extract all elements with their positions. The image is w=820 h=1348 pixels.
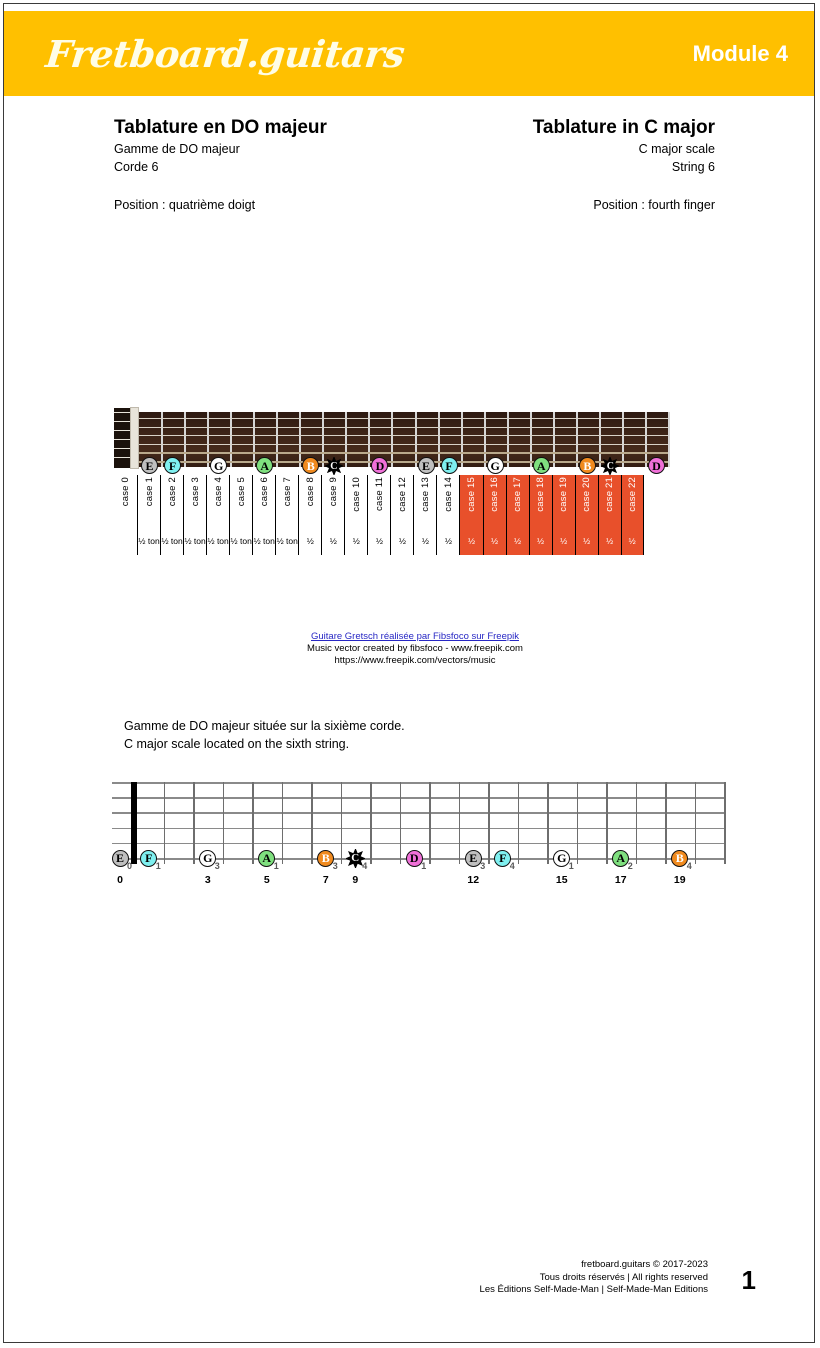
semitone-label: ½ xyxy=(514,536,522,546)
fret-number: 9 xyxy=(352,874,359,886)
fretboard-note-f-case-1: F xyxy=(164,457,181,474)
finger-number: 4 xyxy=(362,861,368,871)
fret-wire xyxy=(507,412,509,467)
guitar-string xyxy=(138,427,668,428)
case-column-17 xyxy=(506,475,529,555)
case-label: case 3 xyxy=(189,477,201,507)
case-column-0 xyxy=(114,475,137,555)
staff-fret-line xyxy=(193,782,195,864)
guitar-string xyxy=(138,435,668,436)
finger-number: 1 xyxy=(568,861,574,871)
guitar-string xyxy=(138,418,668,419)
fret-wire xyxy=(553,412,555,467)
fret-number: 3 xyxy=(204,874,211,886)
case-label: case 16 xyxy=(489,477,501,512)
fretboard-note-b-case-7: B xyxy=(302,457,319,474)
case-column-21 xyxy=(598,475,621,555)
staff-fret-line xyxy=(252,782,254,864)
semitone-label: ½ xyxy=(398,536,406,546)
case-label: case 9 xyxy=(327,477,339,507)
staff-note-f-fret-1: F xyxy=(140,850,157,867)
footer-credits xyxy=(480,1259,708,1297)
fret-number: 5 xyxy=(263,874,270,886)
footer-line-2: Tous droits réservés | All rights reserved xyxy=(539,1271,708,1283)
case-label: case 6 xyxy=(258,477,270,507)
finger-number: 1 xyxy=(421,861,427,871)
page-header xyxy=(4,11,815,96)
case-label: case 13 xyxy=(419,477,431,512)
case-column-7 xyxy=(275,475,298,555)
staff-fret-line xyxy=(606,782,608,864)
case-column-1 xyxy=(137,475,160,555)
case-label: case 1 xyxy=(143,477,155,507)
semitone-label: ½ xyxy=(329,536,337,546)
fret-number: 12 xyxy=(467,874,480,886)
finger-number: 4 xyxy=(686,861,692,871)
fret-wire xyxy=(184,412,186,467)
subtitle-en-string: String 6 xyxy=(671,160,715,174)
document-page xyxy=(3,3,815,1343)
staff-fret-line xyxy=(341,782,343,864)
fretboard-note-e-case-0: E xyxy=(141,457,158,474)
fretboard-note-g-case-3: G xyxy=(210,457,227,474)
case-column-15 xyxy=(459,475,482,555)
fretboard-note-b-case-19: B xyxy=(579,457,596,474)
page-title-en: Tablature in C major xyxy=(532,117,715,138)
fret-wire xyxy=(530,412,532,467)
fret-wire xyxy=(461,412,463,467)
module-label: Module 4 xyxy=(692,40,788,66)
staff-note-g-fret-3: G xyxy=(199,850,216,867)
semitone-label: ½ ton xyxy=(276,536,298,546)
staff-fret-line xyxy=(429,782,431,864)
case-label: case 4 xyxy=(212,477,224,507)
fret-wire xyxy=(438,412,440,467)
fret-wire xyxy=(368,412,370,467)
staff-fret-line xyxy=(459,782,461,864)
fretboard-note-a-case-17: A xyxy=(533,457,550,474)
fret-wire xyxy=(253,412,255,467)
case-label: case 10 xyxy=(350,477,362,512)
image-credit xyxy=(114,630,716,667)
semitone-label: ½ ton xyxy=(207,536,229,546)
finger-number: 3 xyxy=(480,861,486,871)
finger-number: 1 xyxy=(155,861,161,871)
staff-note-a-fret-17: A xyxy=(612,850,629,867)
staff-note-g-fret-15: G xyxy=(553,850,570,867)
semitone-label: ½ ton xyxy=(253,536,275,546)
staff-note-e-fret-12: E xyxy=(465,850,482,867)
semitone-label: ½ ton xyxy=(161,536,183,546)
fret-wire xyxy=(415,412,417,467)
case-column-5 xyxy=(229,475,252,555)
fretboard-note-d-case-22: D xyxy=(648,457,665,474)
case-column-2 xyxy=(160,475,183,555)
case-column-20 xyxy=(575,475,598,555)
case-columns-table xyxy=(114,475,644,555)
staff-note-c-fret-8: C xyxy=(346,849,365,868)
case-column-3 xyxy=(183,475,206,555)
staff-fret-line xyxy=(577,782,579,864)
footer-line-1: fretboard.guitars © 2017-2023 xyxy=(581,1259,708,1270)
semitone-label: ½ xyxy=(467,536,476,546)
guitar-illustration xyxy=(114,277,716,615)
brand-logo: Fretboard.guitars xyxy=(43,31,407,76)
fretboard-note-d-case-10: D xyxy=(371,457,388,474)
case-label: case 15 xyxy=(465,477,477,512)
fret-wire xyxy=(391,412,393,467)
case-column-11 xyxy=(367,475,390,555)
description-fr: Gamme de DO majeur située sur la sixième corde. xyxy=(124,719,405,733)
credit-line-3: https://www.freepik.com/vectors/music xyxy=(334,655,496,666)
case-label: case 21 xyxy=(604,477,616,512)
staff-nut xyxy=(131,782,137,864)
staff-fret-line xyxy=(282,782,284,864)
fret-wire xyxy=(484,412,486,467)
semitone-label: ½ xyxy=(583,536,591,546)
case-label: case 5 xyxy=(235,477,247,507)
subtitle-en-scale: C major scale xyxy=(638,142,715,156)
case-label: case 14 xyxy=(442,477,454,512)
case-column-9 xyxy=(321,475,344,555)
description-en: C major scale located on the sixth string. xyxy=(124,737,350,751)
case-column-18 xyxy=(529,475,552,555)
case-column-19 xyxy=(552,475,575,555)
case-column-14 xyxy=(436,475,459,555)
finger-number: 0 xyxy=(127,861,133,871)
fretboard-note-f-case-13: F xyxy=(441,457,458,474)
case-column-13 xyxy=(413,475,436,555)
staff-note-a-fret-5: A xyxy=(258,850,275,867)
guitar-string xyxy=(138,444,668,445)
semitone-label: ½ xyxy=(444,536,452,546)
case-label: case 11 xyxy=(373,477,385,511)
staff-string-line xyxy=(112,782,724,784)
finger-number: 1 xyxy=(273,861,279,871)
staff-fret-line xyxy=(636,782,638,864)
case-column-16 xyxy=(483,475,506,555)
semitone-label: ½ ton xyxy=(230,536,252,546)
semitone-label: ½ xyxy=(352,536,360,546)
semitone-label: ½ xyxy=(375,536,383,546)
semitone-label: ½ xyxy=(421,536,429,546)
fret-number: 0 xyxy=(117,874,123,886)
fret-wire xyxy=(299,412,301,467)
description-block xyxy=(124,717,684,753)
footer-line-3: Les Éditions Self-Made-Man | Self-Made-Man Editions xyxy=(479,1284,708,1295)
finger-number: 2 xyxy=(627,861,633,871)
fret-wire xyxy=(668,412,670,467)
fretboard-note-a-case-5: A xyxy=(256,457,273,474)
semitone-label: ½ ton xyxy=(184,536,206,546)
semitone-label: ½ xyxy=(306,536,314,546)
fret-number: 7 xyxy=(322,874,329,886)
position-en: Position : fourth finger xyxy=(593,198,715,212)
semitone-label: ½ xyxy=(490,536,499,546)
staff-fret-line xyxy=(518,782,520,864)
staff-fret-line xyxy=(488,782,490,864)
case-label: case 20 xyxy=(581,477,593,512)
subtitle-fr-string: Corde 6 xyxy=(114,160,159,174)
guitar-string xyxy=(138,452,668,454)
case-label: case 7 xyxy=(281,477,293,507)
staff-string-line xyxy=(112,812,724,814)
title-block xyxy=(4,116,815,226)
case-column-8 xyxy=(298,475,321,555)
staff-fret-line xyxy=(223,782,225,864)
finger-number: 3 xyxy=(214,861,220,871)
semitone-label: ½ ton xyxy=(138,536,160,546)
case-column-10 xyxy=(344,475,367,555)
fretboard-note-g-case-15: G xyxy=(487,457,504,474)
staff-fret-line xyxy=(400,782,402,864)
fret-wire xyxy=(230,412,232,467)
semitone-label: ½ xyxy=(628,536,636,546)
fret-wire xyxy=(576,412,578,467)
fretboard-note-c-case-8: C xyxy=(325,457,343,475)
staff-string-line xyxy=(112,797,724,799)
case-label: case 0 xyxy=(120,477,132,507)
fret-wire xyxy=(622,412,624,467)
position-fr: Position : quatrième doigt xyxy=(114,198,256,212)
semitone-label: ½ xyxy=(606,536,614,546)
credit-line-2: Music vector created by fibsfoco - www.freepik.com xyxy=(307,643,523,654)
case-column-12 xyxy=(390,475,413,555)
case-column-4 xyxy=(206,475,229,555)
page-number: 1 xyxy=(741,1265,756,1295)
staff-note-e-fret-0: E xyxy=(112,850,129,867)
semitone-label: ½ xyxy=(537,536,545,546)
page-title-fr: Tablature en DO majeur xyxy=(114,117,327,138)
staff-fret-line xyxy=(311,782,313,864)
staff-note-b-fret-19: B xyxy=(671,850,688,867)
staff-fret-line xyxy=(547,782,549,864)
fret-number: 17 xyxy=(614,874,627,886)
fretboard-note-e-case-12: E xyxy=(418,457,435,474)
fret-wire xyxy=(161,412,163,467)
fret-wire xyxy=(645,412,647,467)
staff-string-line xyxy=(112,843,724,845)
fret-wire xyxy=(276,412,278,467)
finger-number: 4 xyxy=(509,861,515,871)
fret-wire xyxy=(345,412,347,467)
fret-number: 19 xyxy=(673,874,686,886)
case-label: case 18 xyxy=(535,477,547,512)
nut xyxy=(130,407,139,469)
case-label: case 2 xyxy=(166,477,178,507)
fretboard-note-c-case-20: C xyxy=(601,457,619,475)
staff-fret-line xyxy=(665,782,667,864)
page-footer xyxy=(4,1259,815,1319)
fret-wire xyxy=(207,412,209,467)
fret-number: 15 xyxy=(555,874,568,886)
staff-note-b-fret-7: B xyxy=(317,850,334,867)
case-label: case 12 xyxy=(396,477,408,512)
staff-note-d-fret-10: D xyxy=(406,850,423,867)
semitone-label: ½ xyxy=(560,536,568,546)
title-column-french xyxy=(114,116,404,214)
case-column-22 xyxy=(621,475,644,555)
staff-note-f-fret-13: F xyxy=(494,850,511,867)
staff-fret-line xyxy=(370,782,372,864)
case-label: case 22 xyxy=(626,477,638,512)
credit-link[interactable]: Guitare Gretsch réalisée par Fibsfoco sur Freepik xyxy=(310,631,520,642)
case-label: case 19 xyxy=(558,477,570,512)
staff-fret-line xyxy=(724,782,726,864)
case-label: case 17 xyxy=(512,477,524,512)
case-label: case 8 xyxy=(304,477,316,507)
staff-string-line xyxy=(112,828,724,830)
staff-fret-line xyxy=(695,782,697,864)
case-column-6 xyxy=(252,475,275,555)
title-column-english xyxy=(419,116,715,214)
finger-number: 3 xyxy=(332,861,338,871)
staff-fret-line xyxy=(164,782,166,864)
subtitle-fr-scale: Gamme de DO majeur xyxy=(114,142,240,156)
tab-staff-diagram xyxy=(112,782,724,892)
